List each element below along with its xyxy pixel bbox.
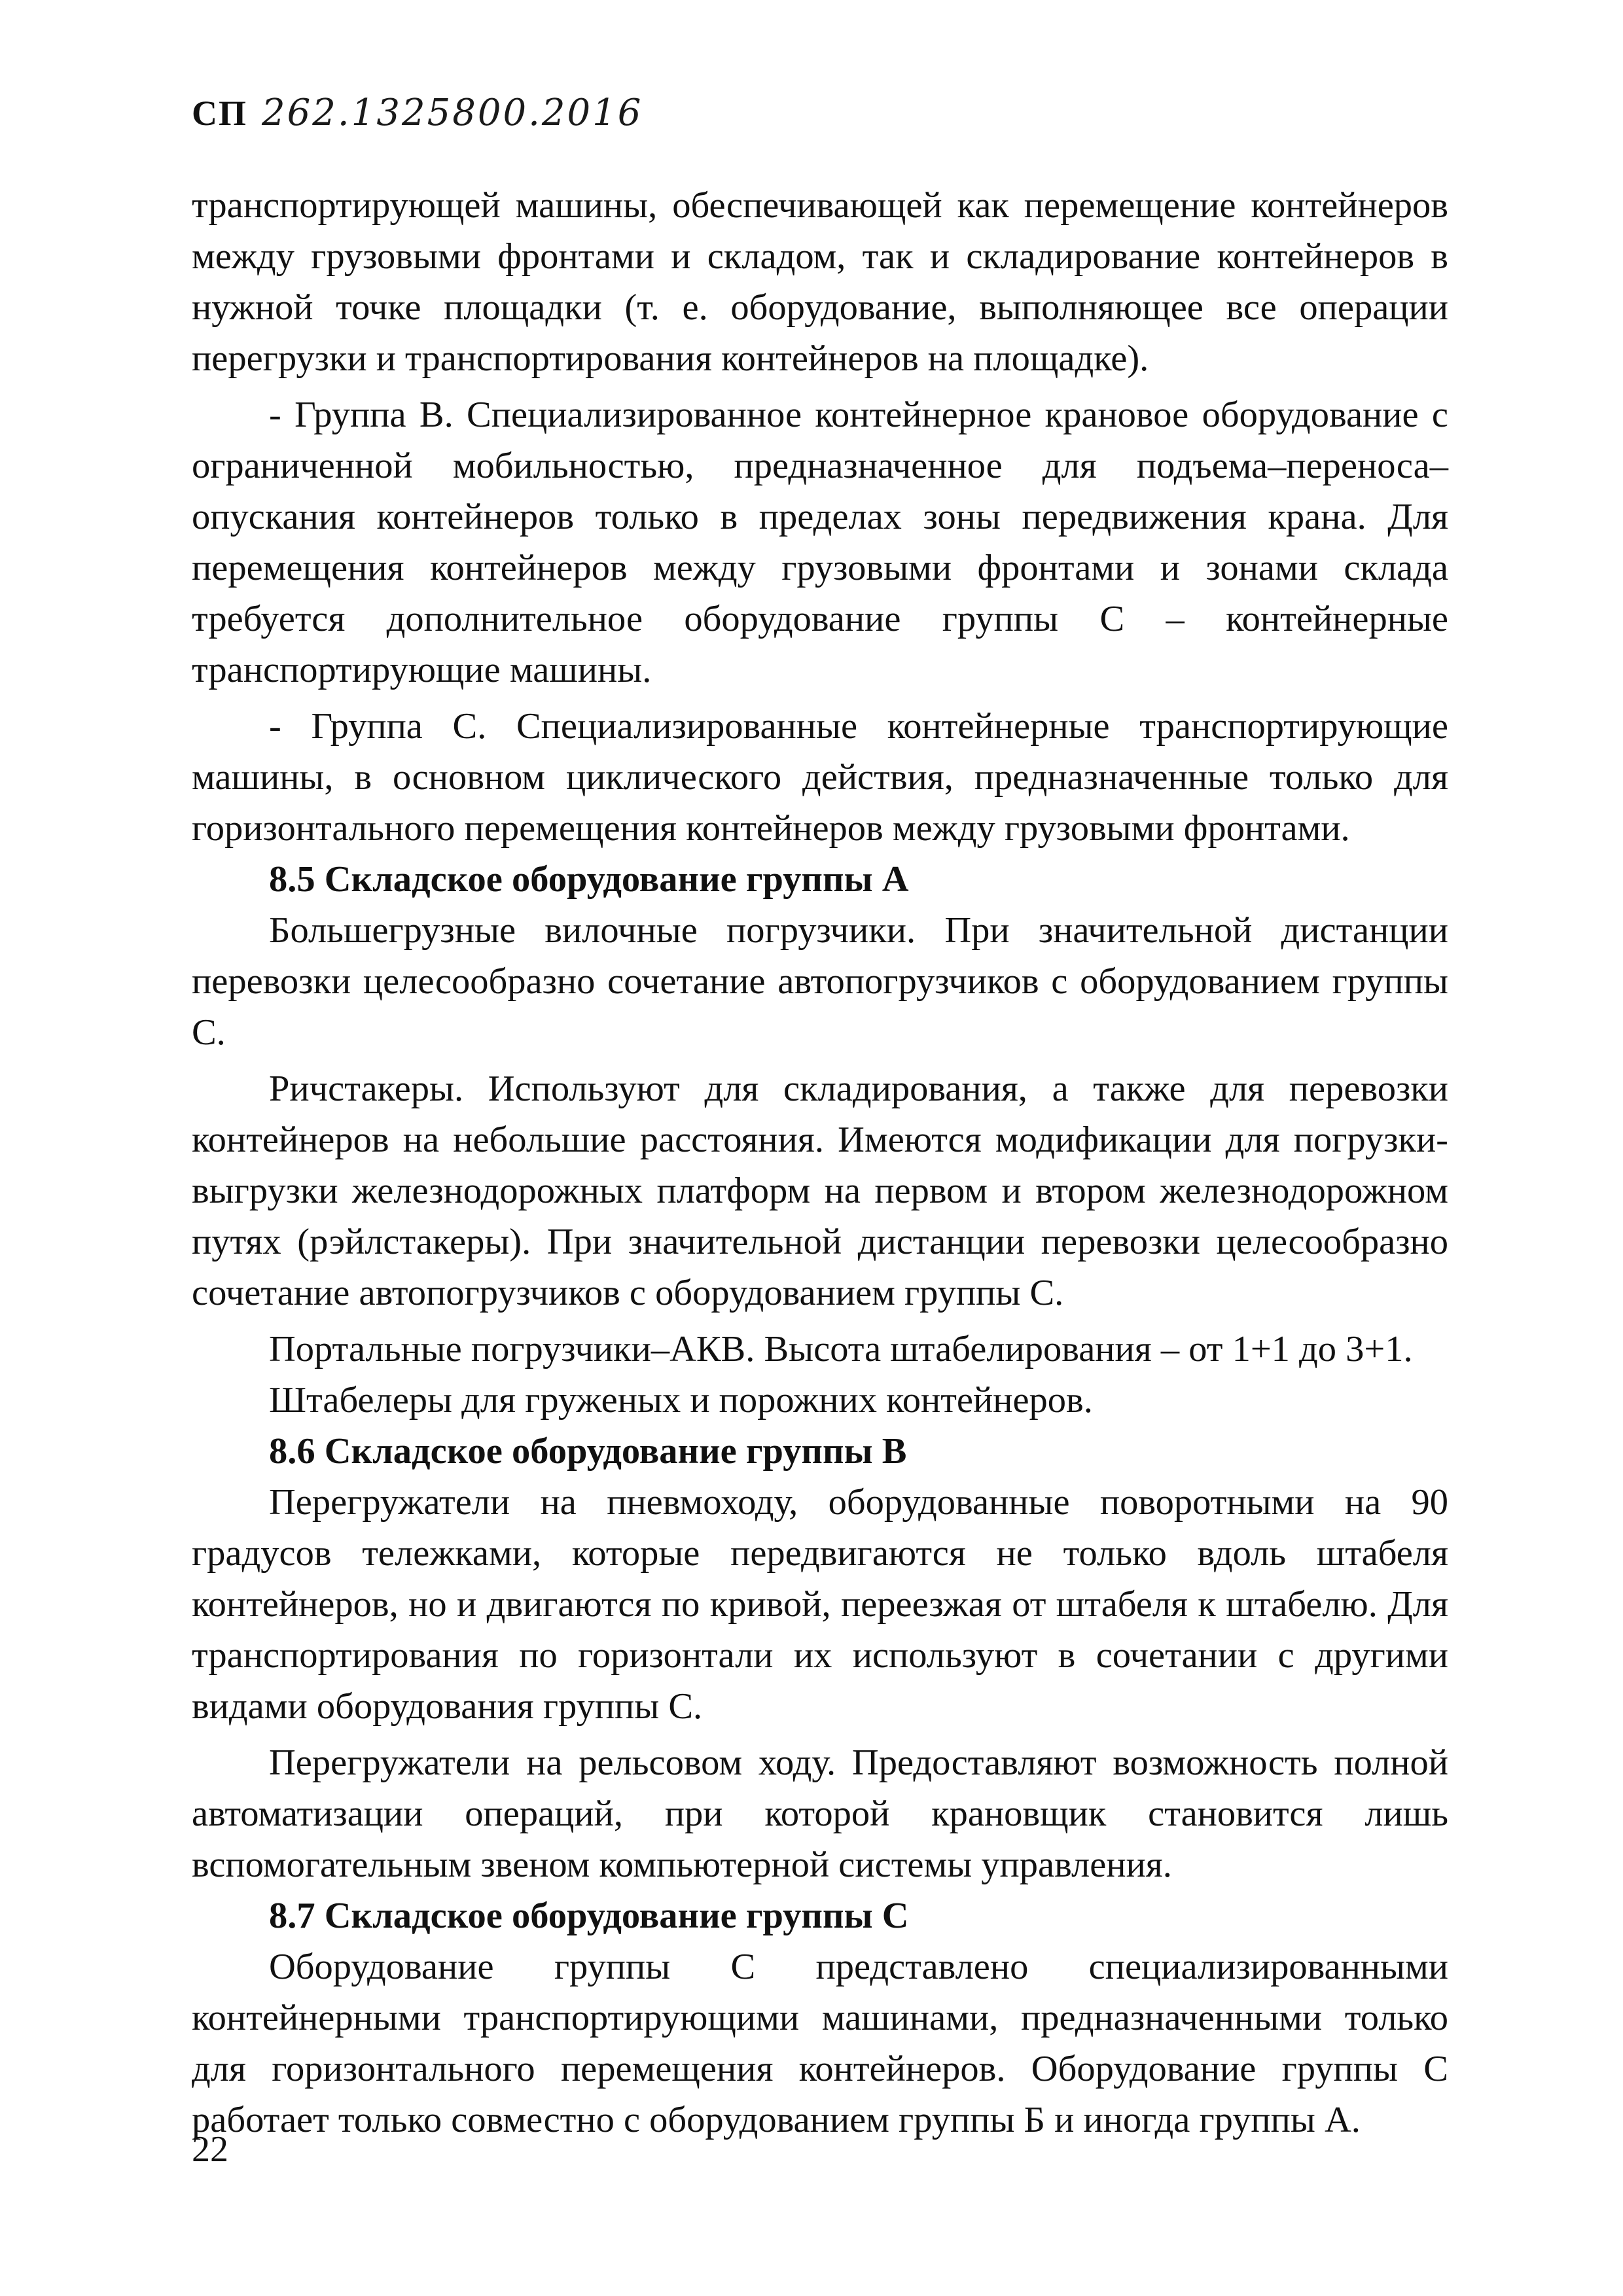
paragraph: Оборудование группы С представлено специализированными контейнерными транспортирующими машинами, предназначенными только для горизонтального перемещения контейнеров. Оборудование группы С работает только совместно с оборудованием группы Б и иногда группы А. bbox=[192, 1947, 1448, 2140]
paragraph: Перегружатели на рельсовом ходу. Предоставляют возможность полной автоматизации операций, при которой крановщик становится лишь вспомогательным звеном компьютерной системы управления. bbox=[192, 1742, 1448, 1885]
paragraph-group-c: - Группа С. Специализированные контейнерные транспортирующие машины, в основном циклического действия, предназначенные только для горизонтального перемещения контейнеров между грузовыми фронтами. bbox=[192, 706, 1448, 849]
paragraph: Перегружатели на пневмоходу, оборудованные поворотными на 90 градусов тележками, которые передвигаются не только вдоль штабеля контейнеров, но и двигаются по кривой, переезжая от штабеля к штабелю. Для транспортирования по горизонтали их используют в сочетании с другими видами оборудования группы С. bbox=[192, 1482, 1448, 1727]
paragraph: Ричстакеры. Используют для складирования, а также для перевозки контейнеров на небольшие расстояния. Имеются модификации для погрузки-выгрузки железнодорожных платформ на первом и втором железнодорожном путях (рэйлстакеры). При значительной дистанции перевозки целесообразно сочетание автопогрузчиков с оборудованием группы С. bbox=[192, 1069, 1448, 1313]
paragraph: Штабелеры для груженых и порожних контейнеров. bbox=[269, 1380, 1093, 1421]
paragraph: транспортирующей машины, обеспечивающей как перемещение контейнеров между грузовыми фронтами и складом, так и складирование контейнеров в нужной точке площадки (т. е. оборудование, выполняющее все операции перегрузки и транспортирования контейнеров на площадке). bbox=[192, 185, 1448, 379]
paragraph: Портальные погрузчики–АКВ. Высота штабелирования – от 1+1 до 3+1. bbox=[269, 1329, 1413, 1369]
standard-code-prefix: СП bbox=[192, 94, 247, 133]
document-body bbox=[192, 180, 1448, 2146]
document-header bbox=[192, 92, 643, 144]
standard-code-handwritten: 262.1325800.2016 bbox=[262, 92, 643, 134]
paragraph-group-b: - Группа В. Специализированное контейнерное крановое оборудование с ограниченной мобильностью, предназначенное для подъема–переноса–опускания контейнеров только в пределах зоны передвижения крана. Для перемещения контейнеров между грузовыми фронтами и зонами склада требуется дополнительное оборудование группы С – контейнерные транспортирующие машины. bbox=[192, 395, 1448, 690]
section-heading-8-6: 8.6 Складское оборудование группы В bbox=[269, 1431, 907, 1472]
page-number: 22 bbox=[192, 2129, 228, 2170]
paragraph: Большегрузные вилочные погрузчики. При значительной дистанции перевозки целесообразно сочетание автопогрузчиков с оборудованием группы С. bbox=[192, 910, 1448, 1053]
section-heading-8-5: 8.5 Складское оборудование группы А bbox=[269, 859, 909, 900]
section-heading-8-7: 8.7 Складское оборудование группы С bbox=[269, 1896, 909, 1936]
